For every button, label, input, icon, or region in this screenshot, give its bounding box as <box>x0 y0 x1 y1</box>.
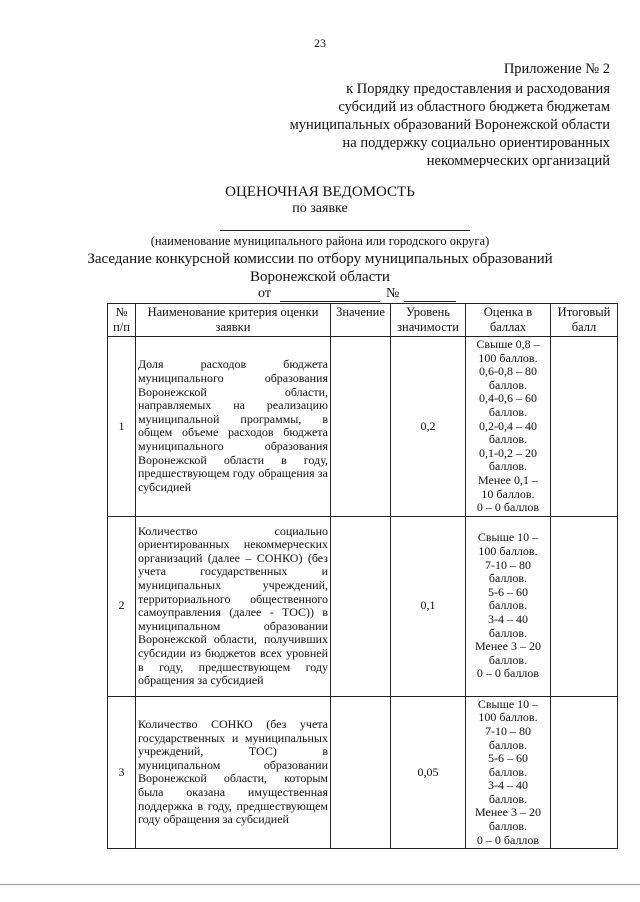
row-score <box>466 696 551 849</box>
score-line: баллов. <box>488 571 528 586</box>
table-row <box>108 337 618 517</box>
appendix-line: муниципальных образований Воронежской области <box>289 117 610 133</box>
table-row <box>108 516 618 696</box>
header-weight: Уровень значимости <box>391 304 466 337</box>
score-line: 0,6-0,8 – 80 <box>479 364 537 379</box>
meeting-line-2: Воронежской области <box>250 269 390 285</box>
score-line: Менее 0,1 – <box>478 472 538 487</box>
page-number: 23 <box>314 36 326 50</box>
row-weight: 0,05 <box>391 696 466 849</box>
date-number-line <box>0 286 640 304</box>
number-blank <box>404 301 456 302</box>
score-line: баллов. <box>488 432 528 447</box>
score-line: 3-4 – 40 <box>488 612 528 627</box>
score-line: Менее 3 – 20 <box>475 639 541 654</box>
row-num: 3 <box>108 696 136 849</box>
page-bottom-line <box>0 884 640 885</box>
score-line: Свыше 10 – <box>477 530 539 545</box>
score-line: 100 баллов. <box>478 544 538 559</box>
score-line: баллов. <box>488 459 528 474</box>
header-value: Значение <box>331 304 391 337</box>
meeting-caption <box>0 250 640 286</box>
row-criterion: Количество социально ориентированных некоммерческих организаций (далее – СОНКО) (без учета государственных и муниципальных учреждений, территориального общественного самоуправления (далее - ТОС)) в муниципальном образовании Воронежской области, получивших субсидии из бюджетов всех уровней в году, предшествующем году обращения за субсидией <box>136 516 331 696</box>
appendix-header <box>250 60 610 170</box>
score-line: Свыше 0,8 – <box>476 337 540 351</box>
evaluation-table <box>107 303 618 849</box>
row-value <box>331 337 391 517</box>
row-weight: 0,2 <box>391 337 466 517</box>
appendix-line: субсидий из областного бюджета бюджетам <box>338 99 610 115</box>
appendix-line: некоммерческих организаций <box>426 153 610 169</box>
score-line: Свыше 10 – <box>477 696 539 711</box>
district-name-blank <box>220 230 470 231</box>
score-line: 0,1-0,2 – 20 <box>479 445 537 460</box>
document-subtitle: по заявке <box>292 201 348 216</box>
row-num: 1 <box>108 337 136 517</box>
score-line: 0,4-0,6 – 60 <box>479 391 537 406</box>
appendix-line: на поддержку социально ориентированных <box>342 135 610 151</box>
score-line: баллов. <box>488 819 528 834</box>
row-weight: 0,1 <box>391 516 466 696</box>
meeting-line-1: Заседание конкурсной комиссии по отбору муниципальных образований <box>87 251 553 267</box>
row-total <box>551 516 618 696</box>
score-line: баллов. <box>488 625 528 640</box>
header-criterion: Наименование критерия оценки заявки <box>136 304 331 337</box>
score-line: 7-10 – 80 <box>485 557 531 572</box>
row-value <box>331 516 391 696</box>
score-line: баллов. <box>488 764 528 779</box>
row-score <box>466 516 551 696</box>
header-total: Итоговый балл <box>551 304 618 337</box>
row-criterion: Количество СОНКО (без учета государственных и муниципальных учреждений, ТОС) в муниципальном образовании Воронежской области, которым была оказана имущественная поддержка в году, предшествующем году обращения за субсидией <box>136 696 331 849</box>
number-label: № <box>386 286 400 301</box>
score-line: баллов. <box>488 652 528 667</box>
date-blank <box>280 301 380 302</box>
score-line: Менее 3 – 20 <box>475 805 541 820</box>
score-line: 5-6 – 60 <box>488 751 528 766</box>
table-header-row <box>108 304 618 337</box>
table-row <box>108 696 618 849</box>
score-line: 5-6 – 60 <box>488 584 528 599</box>
row-criterion: Доля расходов бюджета муниципального образования Воронежской области, направляемых на реализацию муниципальной программы, в общем объеме расходов бюджета муниципального образования Воронежской области в году, предшествующем году обращения за субсидией <box>136 337 331 517</box>
row-total <box>551 337 618 517</box>
row-total <box>551 696 618 849</box>
score-line: 0 – 0 баллов <box>476 666 540 681</box>
appendix-line: к Порядку предоставления и расходования <box>346 81 610 97</box>
score-line: баллов. <box>488 404 528 419</box>
score-line: баллов. <box>488 791 528 806</box>
score-line: 100 баллов. <box>478 710 538 725</box>
row-num: 2 <box>108 516 136 696</box>
score-line: 0 – 0 баллов <box>476 500 540 515</box>
district-name-hint: (наименование муниципального района или городского округа) <box>150 234 490 248</box>
document-title: ОЦЕНОЧНАЯ ВЕДОМОСТЬ <box>225 184 415 200</box>
score-line: 3-4 – 40 <box>488 778 528 793</box>
score-line: баллов. <box>488 737 528 752</box>
score-line: 7-10 – 80 <box>485 723 531 738</box>
score-line: баллов. <box>488 377 528 392</box>
row-value <box>331 696 391 849</box>
score-line: 10 баллов. <box>481 486 535 501</box>
header-num: № п/п <box>108 304 136 337</box>
score-line: 100 баллов. <box>478 350 538 365</box>
score-line: 0 – 0 баллов <box>476 832 540 847</box>
appendix-title: Приложение № 2 <box>503 61 610 77</box>
row-score <box>466 337 551 517</box>
score-line: 0,2-0,4 – 40 <box>479 418 537 433</box>
date-label: от <box>258 286 271 301</box>
score-line: баллов. <box>488 598 528 613</box>
header-score: Оценка в баллах <box>466 304 551 337</box>
